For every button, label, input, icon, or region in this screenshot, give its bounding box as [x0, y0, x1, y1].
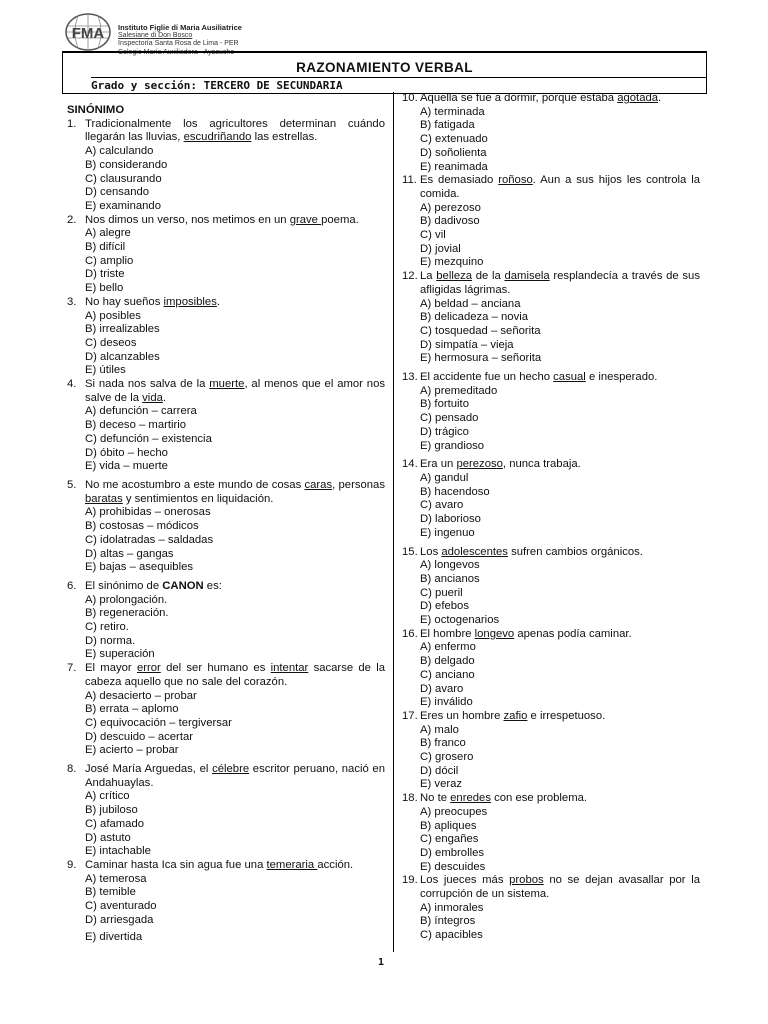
underlined-word: célebre	[212, 763, 250, 776]
text-fragment: Los jueces más	[420, 874, 510, 887]
underlined-word: roñoso	[498, 174, 533, 187]
text-fragment: . Aun a sus hijos les controla la comida.	[420, 174, 700, 200]
answer-option: B) ancianos	[420, 572, 480, 585]
answer-option: A) gandul	[420, 471, 469, 484]
answer-option: C) amplio	[85, 254, 134, 267]
answer-option: C) engañes	[420, 833, 479, 846]
answer-option: A) perezoso	[420, 201, 481, 214]
answer-option: D) avaro	[420, 682, 464, 695]
answer-option: A) malo	[420, 723, 459, 736]
answer-option: D) triste	[85, 268, 125, 281]
answer-option: C) vil	[420, 229, 446, 242]
answer-option: D) astuto	[85, 831, 131, 844]
underlined-word: longevo	[474, 627, 515, 640]
text-fragment: resplandecía a través de sus afligidas lágrimas.	[420, 270, 700, 296]
answer-option: E) superación	[85, 648, 155, 661]
text-fragment: .	[162, 391, 167, 404]
title-box	[62, 51, 707, 94]
text-fragment: José María Arguedas, el	[85, 763, 213, 776]
question-number: 2.	[67, 213, 77, 226]
question-text	[420, 371, 700, 385]
question-10	[402, 92, 700, 106]
text-fragment: Los	[420, 545, 442, 558]
question-text	[85, 763, 385, 790]
question-11	[402, 174, 700, 201]
answer-option: B) regeneración.	[85, 607, 169, 620]
question-1	[67, 118, 385, 145]
answer-option: D) norma.	[85, 634, 136, 647]
text-fragment: , personas	[332, 478, 385, 491]
answer-option: E) divertida	[85, 931, 143, 944]
text-fragment: del ser humano es	[160, 662, 271, 675]
answer-option: B) delgado	[420, 655, 475, 668]
text-fragment: poema.	[321, 213, 359, 226]
question-number: 12.	[402, 270, 418, 283]
answer-option: C) clausurando	[85, 172, 162, 185]
answer-option: B) fortuito	[420, 398, 469, 411]
question-text	[420, 874, 700, 901]
underlined-word: temeraria	[266, 858, 318, 871]
question-15	[402, 546, 700, 560]
answer-option: E) vida – muerte	[85, 460, 168, 473]
answer-option: E) octogenarios	[420, 614, 500, 627]
underlined-word: vida	[142, 391, 163, 404]
underlined-word: escudriñando	[183, 131, 252, 144]
underlined-word: zafio	[503, 709, 528, 722]
page-number: 1	[378, 957, 385, 968]
grade-section: Grado y sección: TERCERO DE SECUNDARIA	[91, 79, 343, 92]
answer-option: C) pueril	[420, 586, 463, 599]
answer-option: B) errata – aplomo	[85, 703, 179, 716]
question-number: 1.	[67, 117, 77, 130]
text-fragment: Era un	[420, 458, 457, 471]
answer-option: A) posibles	[85, 309, 141, 322]
answer-option: B) jubiloso	[85, 804, 138, 817]
question-12	[402, 270, 700, 297]
underlined-word: probos	[509, 874, 544, 887]
text-fragment: Caminar hasta Ica sin agua fue una	[85, 858, 267, 871]
answer-option: E) grandioso	[420, 439, 485, 452]
underlined-word: casual	[553, 371, 586, 384]
text-fragment: El accidente fue un hecho	[420, 371, 554, 384]
question-text	[420, 628, 700, 642]
question-5	[67, 479, 385, 506]
answer-option: D) simpatía – vieja	[420, 338, 514, 351]
answer-option: B) considerando	[85, 158, 168, 171]
answer-option: E) bello	[85, 282, 124, 295]
question-text	[85, 296, 385, 310]
text-fragment: Si nada nos salva de la	[85, 378, 210, 391]
text-fragment: sufren cambios orgánicos.	[507, 545, 643, 558]
answer-option: E) acierto – probar	[85, 744, 179, 757]
answer-option: A) premeditado	[420, 384, 498, 397]
question-text	[420, 458, 700, 472]
answer-option: C) extenuado	[420, 133, 488, 146]
question-text	[85, 378, 385, 405]
question-text	[85, 580, 385, 594]
question-number: 15.	[402, 545, 418, 558]
answer-option: D) descuido – acertar	[85, 730, 193, 743]
answer-option: C) idolatradas – saldadas	[85, 533, 214, 546]
question-2	[67, 214, 385, 228]
answer-option: B) hacendoso	[420, 485, 490, 498]
text-fragment: , nunca trabaja.	[502, 458, 581, 471]
question-9	[67, 859, 385, 873]
answer-option: C) apacibles	[420, 929, 483, 942]
answer-option: E) examinando	[85, 199, 161, 212]
answer-option: B) apliques	[420, 819, 477, 832]
text-fragment: El sinónimo de	[85, 579, 163, 592]
answer-option: C) grosero	[420, 751, 474, 764]
question-number: 17.	[402, 709, 418, 722]
question-17	[402, 710, 700, 724]
answer-option: A) beldad – anciana	[420, 297, 521, 310]
question-14	[402, 458, 700, 472]
question-text	[420, 270, 700, 297]
question-18	[402, 792, 700, 806]
svg-text:FMA: FMA	[71, 25, 105, 42]
question-number: 11.	[402, 174, 417, 187]
question-number: 3.	[67, 295, 77, 308]
answer-option: D) embrolles	[420, 846, 485, 859]
answer-option: C) anciano	[420, 668, 475, 681]
answer-option: A) longevos	[420, 559, 480, 572]
answer-option: D) óbito – hecho	[85, 446, 168, 459]
answer-option: C) aventurado	[85, 900, 157, 913]
text-fragment: las estrellas.	[251, 131, 318, 144]
underlined-word: muerte	[209, 378, 245, 391]
underlined-word: belleza	[436, 270, 473, 283]
answer-option: B) fatigada	[420, 119, 475, 132]
text-fragment: .	[216, 295, 221, 308]
question-text	[85, 662, 385, 689]
text-fragment: escritor peruano, nació en Andahuaylas.	[85, 763, 385, 789]
answer-option: A) enfermo	[420, 641, 476, 654]
question-text	[85, 118, 385, 145]
answer-option: D) censando	[85, 186, 150, 199]
question-number: 19.	[402, 874, 418, 887]
text-fragment: apenas podía caminar.	[514, 627, 632, 640]
institution-header	[64, 10, 358, 56]
underlined-word: caras	[304, 478, 333, 491]
underlined-word: enredes	[450, 792, 491, 805]
question-4	[67, 378, 385, 405]
question-13	[402, 371, 700, 385]
answer-option: B) temible	[85, 886, 136, 899]
question-number: 14.	[402, 458, 418, 471]
question-number: 18.	[402, 792, 418, 805]
answer-option: B) costosas – módicos	[85, 520, 199, 533]
answer-option: C) pensado	[420, 412, 479, 425]
question-text	[420, 792, 700, 806]
question-number: 9.	[67, 858, 77, 871]
answer-option: E) mezquino	[420, 256, 484, 269]
underlined-word: error	[136, 662, 161, 675]
answer-option: C) defunción – existencia	[85, 432, 212, 445]
answer-option: E) intachable	[85, 845, 151, 858]
answer-option: D) jovial	[420, 242, 461, 255]
answer-option: B) franco	[420, 737, 466, 750]
answer-option: B) deceso – martirio	[85, 419, 187, 432]
question-16	[402, 628, 700, 642]
title-divider	[91, 77, 706, 78]
bold-word: CANON	[162, 579, 204, 592]
question-text	[85, 859, 385, 873]
question-text	[85, 214, 385, 228]
answer-option: D) dócil	[420, 764, 459, 777]
answer-option: C) avaro	[420, 499, 464, 512]
question-text	[85, 479, 385, 506]
underlined-word: imposibles	[163, 295, 217, 308]
answer-option: D) laborioso	[420, 513, 481, 526]
text-fragment: No me acostumbro a este mundo de cosas	[85, 478, 305, 491]
answer-option: C) tosquedad – señorita	[420, 324, 541, 337]
question-number: 10.	[402, 92, 418, 104]
underlined-word: damisela	[504, 270, 550, 283]
text-fragment: e inesperado.	[585, 371, 658, 384]
right-column	[402, 92, 700, 943]
answer-option: A) terminada	[420, 105, 485, 118]
text-fragment: El hombre	[420, 627, 475, 640]
answer-option: A) inmorales	[420, 901, 484, 914]
text-fragment: , al menos que el amor nos salve de la	[85, 378, 386, 404]
answer-option: B) irrealizables	[85, 323, 160, 336]
underlined-word: agotada	[617, 92, 659, 104]
document-title: RAZONAMIENTO VERBAL	[296, 60, 473, 75]
answer-option: C) afamado	[85, 817, 145, 830]
question-7	[67, 662, 385, 689]
institution-text: Instituto Figlie di Maria Ausiliatrice Salesiane di Don Bosco Inspectoría Santa Rosa de Lima - PER Colegio María Auxiliadora - Ayacucho	[118, 23, 242, 56]
text-fragment: La	[420, 270, 437, 283]
left-column	[67, 92, 385, 945]
question-8	[67, 763, 385, 790]
answer-option: C) deseos	[85, 336, 137, 349]
text-fragment: sacarse de la cabeza aquello que no sale del corazón.	[85, 662, 385, 688]
answer-option: A) prolongación.	[85, 593, 168, 606]
answer-option: D) efebos	[420, 600, 469, 613]
fma-logo-icon	[64, 12, 112, 52]
answer-option: A) defunción – carrera	[85, 405, 197, 418]
answer-option: D) soñolienta	[420, 146, 487, 159]
question-number: 4.	[67, 378, 77, 391]
answer-option: A) alegre	[85, 227, 131, 240]
answer-option: D) altas – gangas	[85, 547, 174, 560]
text-fragment: con ese problema.	[490, 792, 588, 805]
section-heading: SINÓNIMO	[67, 104, 125, 116]
text-fragment: El mayor	[85, 662, 137, 675]
text-fragment: No hay sueños	[85, 295, 164, 308]
text-fragment: e irrespetuoso.	[527, 709, 606, 722]
answer-option: D) arriesgada	[85, 913, 154, 926]
question-6	[67, 580, 385, 594]
question-text	[420, 174, 700, 201]
answer-option: C) equivocación – tergiversar	[85, 716, 232, 729]
text-fragment: y sentimientos en liquidación.	[122, 492, 274, 505]
text-fragment: Aquella se fue a dormir, porque estaba	[420, 92, 618, 104]
question-3	[67, 296, 385, 310]
underlined-word: grave	[289, 213, 322, 226]
text-fragment: Eres un hombre	[420, 709, 504, 722]
answer-option: B) difícil	[85, 241, 126, 254]
text-fragment: es:	[203, 579, 222, 592]
question-number: 7.	[67, 662, 77, 675]
answer-option: A) preocupes	[420, 805, 488, 818]
answer-option: E) inválido	[420, 696, 473, 709]
answer-option: E) útiles	[85, 364, 126, 377]
answer-option: A) prohibidas – onerosas	[85, 506, 211, 519]
answer-option: E) reanimada	[420, 160, 488, 173]
answer-option: E) veraz	[420, 778, 463, 791]
answer-option: C) retiro.	[85, 621, 129, 634]
text-fragment: de la	[472, 270, 505, 283]
underlined-word: baratas	[85, 492, 123, 505]
answer-option: A) desacierto – probar	[85, 689, 197, 702]
answer-option: B) íntegros	[420, 915, 476, 928]
question-number: 16.	[402, 627, 418, 640]
answer-option: A) crítico	[85, 790, 130, 803]
question-text	[420, 92, 700, 106]
answer-option: A) calculando	[85, 145, 154, 158]
underlined-word: perezoso	[456, 458, 503, 471]
text-fragment: no se dejan avasallar por la corrupción de un sistema.	[420, 874, 700, 901]
underlined-word: intentar	[270, 662, 309, 675]
text-fragment: Es demasiado	[420, 174, 499, 187]
answer-option: A) temerosa	[85, 872, 147, 885]
answer-option: E) ingenuo	[420, 526, 475, 539]
underlined-word: adolescentes	[441, 545, 508, 558]
answer-option: E) bajas – asequibles	[85, 561, 194, 574]
answer-option: E) descuides	[420, 860, 486, 873]
answer-option: D) alcanzables	[85, 350, 160, 363]
answer-option: D) trágico	[420, 425, 469, 438]
text-fragment: Nos dimos un verso, nos metimos en un	[85, 213, 290, 226]
question-19	[402, 874, 700, 901]
answer-option: B) dadivoso	[420, 215, 480, 228]
text-fragment: Tradicionalmente los agricultores determinan cuándo llegarán las lluvias,	[85, 117, 385, 144]
column-divider	[393, 92, 394, 952]
question-number: 5.	[67, 478, 77, 491]
question-number: 8.	[67, 763, 77, 776]
text-fragment: No te	[420, 792, 451, 805]
question-text	[420, 546, 700, 560]
text-fragment: acción.	[317, 858, 354, 871]
answer-option: E) hermosura – señorita	[420, 352, 542, 365]
answer-option: B) delicadeza – novia	[420, 311, 529, 324]
text-fragment: .	[658, 92, 662, 104]
question-number: 6.	[67, 579, 77, 592]
question-text	[420, 710, 700, 724]
question-number: 13.	[402, 371, 418, 384]
